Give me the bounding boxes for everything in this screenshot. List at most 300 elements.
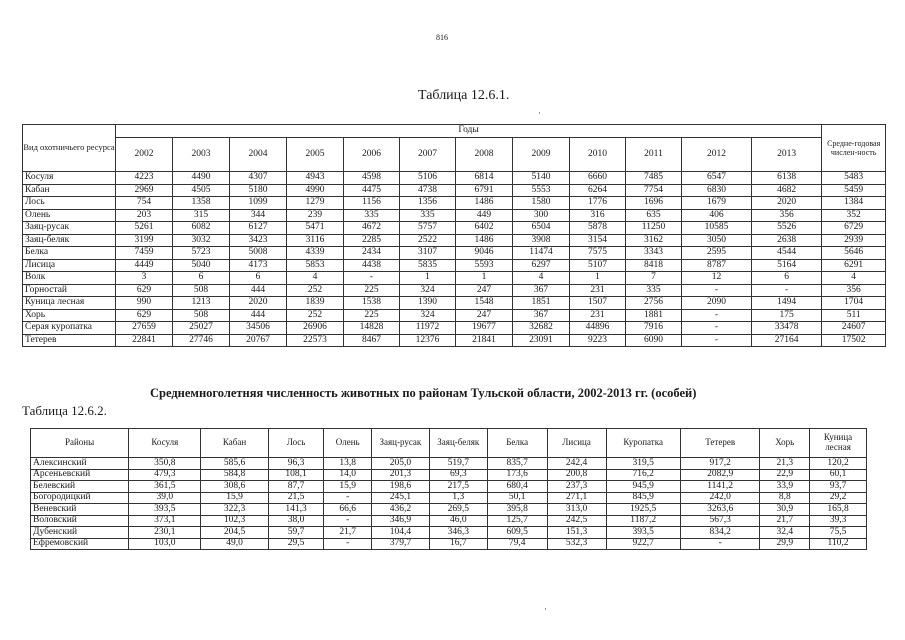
table-cell: 322,3 [201,504,268,516]
table-cell: 1925,5 [606,504,680,516]
table-cell: 26906 [287,322,344,335]
table-cell: 845,9 [606,492,680,504]
row-label: Воловский [31,515,129,527]
table-cell: 151,3 [547,527,606,539]
table-cell: 6291 [822,259,886,272]
table-cell: 4672 [344,222,400,235]
table-cell: 449 [456,209,513,222]
row-label: Белевский [31,481,129,493]
table-row [23,184,886,197]
table-cell: 96,3 [268,458,324,470]
table-cell: - [680,538,760,550]
table-cell: 29,5 [268,538,324,550]
table-cell: 252 [287,284,344,297]
table-cell: 23091 [513,334,570,347]
table-cell: 1704 [822,297,886,310]
table-cell: 252 [287,309,344,322]
table-cell: 2020 [230,297,287,310]
table-cell: 315 [173,209,230,222]
table-cell: 44896 [570,322,626,335]
table-cell: 5106 [400,172,456,185]
row-label: Арсеньевский [31,469,129,481]
table-cell: 945,9 [606,481,680,493]
table-cell: 1881 [626,309,682,322]
column-header: Тетерев [680,429,760,458]
table-cell: 34506 [230,322,287,335]
table-cell: 46,0 [429,515,487,527]
table-cell: 8467 [344,334,400,347]
table-cell: 324 [400,309,456,322]
hunting-resources-table [22,124,886,347]
table-cell: 165,8 [810,504,867,516]
table-cell: 4738 [400,184,456,197]
table-cell: 27164 [752,334,822,347]
table-cell: 1776 [570,197,626,210]
table-cell: 5471 [287,222,344,235]
table-cell: 5164 [752,259,822,272]
table-cell: 6138 [752,172,822,185]
table-cell: 59,7 [268,527,324,539]
table-cell: 300 [513,209,570,222]
column-header: Белка [487,429,547,458]
table-cell: 629 [116,284,173,297]
speck-dot: · [538,108,541,118]
table-cell: - [682,309,752,322]
table-cell: 6402 [456,222,513,235]
table-row [23,297,886,310]
table-row [23,272,886,285]
table-cell: 3343 [626,247,682,260]
table-cell: 1486 [456,197,513,210]
table-cell: 32682 [513,322,570,335]
table-cell: 3154 [570,234,626,247]
table-cell: 247 [456,309,513,322]
table-cell: 393,5 [606,527,680,539]
table-cell: 629 [116,309,173,322]
table-cell: 242,4 [547,458,606,470]
table-cell: 5140 [513,172,570,185]
table-cell: 834,2 [680,527,760,539]
col-header-years: Годы [116,125,822,138]
table-cell: 4 [822,272,886,285]
table-cell: 24607 [822,322,886,335]
table-cell: 6264 [570,184,626,197]
table-cell: 3107 [400,247,456,260]
table-cell: 444 [230,309,287,322]
table-cell: 6297 [513,259,570,272]
table-cell: 395,8 [487,504,547,516]
year-header: 2008 [456,138,513,172]
table-cell: 271,1 [547,492,606,504]
table-cell: 379,7 [371,538,429,550]
table-row [23,259,886,272]
table-cell: 1 [570,272,626,285]
table-cell: 316 [570,209,626,222]
table-cell: 1141,2 [680,481,760,493]
table-cell: 69,3 [429,469,487,481]
table-cell: 4223 [116,172,173,185]
row-label: Лось [23,197,116,210]
table-cell: 3199 [116,234,173,247]
row-label: Лисица [23,259,116,272]
table-cell: 7459 [116,247,173,260]
table-cell: 922,7 [606,538,680,550]
table-row [23,322,886,335]
table-cell: 4505 [173,184,230,197]
table-cell: 104,4 [371,527,429,539]
table-cell: 335 [400,209,456,222]
table-cell: 125,7 [487,515,547,527]
table-cell: 5261 [116,222,173,235]
table1-title: Таблица 12.6.1. [418,88,510,103]
table-cell: 3908 [513,234,570,247]
table-cell: 511 [822,309,886,322]
table-cell: 308,6 [201,481,268,493]
table-cell: 1356 [400,197,456,210]
table-cell: 532,3 [547,538,606,550]
table-cell: 33,9 [760,481,810,493]
row-label: Волк [23,272,116,285]
table-cell: - [682,322,752,335]
table-cell: 6729 [822,222,886,235]
table-cell: 25027 [173,322,230,335]
table-cell: 352 [822,209,886,222]
table-cell: 33478 [752,322,822,335]
table-row [31,527,867,539]
table-cell: 346,3 [429,527,487,539]
table-cell: 367 [513,309,570,322]
table-row [23,209,886,222]
table-cell: 103,0 [129,538,201,550]
table-cell: 20767 [230,334,287,347]
table-cell: 2595 [682,247,752,260]
table-cell: 245,1 [371,492,429,504]
table-cell: 5459 [822,184,886,197]
table-row [31,481,867,493]
table-cell: 335 [344,209,400,222]
table-row [23,234,886,247]
table-cell: 1099 [230,197,287,210]
table-cell: 8418 [626,259,682,272]
table-cell: 567,3 [680,515,760,527]
table-cell: 21,7 [760,515,810,527]
year-header: 2006 [344,138,400,172]
column-header: Кабан [201,429,268,458]
table-cell: 87,7 [268,481,324,493]
table-cell: 3263,6 [680,504,760,516]
table-cell: - [324,538,372,550]
table-cell: 917,2 [680,458,760,470]
table-row [31,469,867,481]
table-cell: 4449 [116,259,173,272]
table-cell: 990 [116,297,173,310]
table-cell: 2522 [400,234,456,247]
table-cell: 1 [400,272,456,285]
table-cell: 7485 [626,172,682,185]
table-cell: 344 [230,209,287,222]
table-cell: 205,0 [371,458,429,470]
table-cell: 1851 [513,297,570,310]
table-cell: 5646 [822,247,886,260]
table-cell: 217,5 [429,481,487,493]
table-cell: 237,3 [547,481,606,493]
table-cell: 335 [626,284,682,297]
table-cell: - [344,272,400,285]
table-cell: 356 [822,284,886,297]
table-cell: 8787 [682,259,752,272]
table-cell: 4490 [173,172,230,185]
table-cell: 12 [682,272,752,285]
row-label: Дубенский [31,527,129,539]
table-cell: 27746 [173,334,230,347]
table-cell: 21,7 [324,527,372,539]
table-cell: 93,7 [810,481,867,493]
column-header: Заяц-русак [371,429,429,458]
table-cell: 11972 [400,322,456,335]
table-cell: 231 [570,284,626,297]
table-cell: 4682 [752,184,822,197]
table-cell: 7916 [626,322,682,335]
table-cell: 4544 [752,247,822,260]
table-cell: 32,4 [760,527,810,539]
table-cell: 1,3 [429,492,487,504]
page-number: 816 [436,33,448,42]
row-label: Богородицкий [31,492,129,504]
year-header: 2010 [570,138,626,172]
table-cell: - [324,492,372,504]
table-cell: 5723 [173,247,230,260]
table-cell: 5180 [230,184,287,197]
table-cell: 49,0 [201,538,268,550]
speck-dot: · [544,604,547,614]
row-label: Белка [23,247,116,260]
year-header: 2005 [287,138,344,172]
table-cell: 269,5 [429,504,487,516]
table-cell: 1839 [287,297,344,310]
year-header: 2007 [400,138,456,172]
table-cell: 4173 [230,259,287,272]
table-cell: 79,4 [487,538,547,550]
table-cell: 4990 [287,184,344,197]
year-header: 2003 [173,138,230,172]
table-cell: 1548 [456,297,513,310]
table-cell: 175 [752,309,822,322]
table-cell: 1187,2 [606,515,680,527]
table-cell: 2969 [116,184,173,197]
table-row [23,284,886,297]
table-cell: 361,5 [129,481,201,493]
table-cell: 29,9 [760,538,810,550]
table-cell: 2756 [626,297,682,310]
table-cell: 508 [173,284,230,297]
table-cell: 1696 [626,197,682,210]
table-cell: 8,8 [760,492,810,504]
table-cell: 3116 [287,234,344,247]
column-header: Заяц-беляк [429,429,487,458]
table-cell: 6 [752,272,822,285]
table-cell: 5835 [400,259,456,272]
table-cell: 203 [116,209,173,222]
table-cell: 38,0 [268,515,324,527]
table-cell: 12376 [400,334,456,347]
table-cell: 225 [344,309,400,322]
table-cell: 609,5 [487,527,547,539]
table-cell: 204,5 [201,527,268,539]
table-cell: 200,8 [547,469,606,481]
table2-heading: Среднемноголетняя численность животных по районам Тульской области, 2002-2013 гг. (особей) [150,386,697,400]
table-cell: 5553 [513,184,570,197]
table-cell: 3423 [230,234,287,247]
table-cell: 4 [513,272,570,285]
row-label: Кабан [23,184,116,197]
table-cell: 60,1 [810,469,867,481]
table-cell: 3162 [626,234,682,247]
table-cell: 21,5 [268,492,324,504]
table-cell: 6660 [570,172,626,185]
table-cell: 1679 [682,197,752,210]
table-cell: 5593 [456,259,513,272]
row-label: Тетерев [23,334,116,347]
table-cell: 66,6 [324,504,372,516]
row-label: Горностай [23,284,116,297]
table-cell: 11250 [626,222,682,235]
table-row [31,492,867,504]
table-cell: 1279 [287,197,344,210]
table-cell: 9046 [456,247,513,260]
year-header: 2011 [626,138,682,172]
table-row [23,334,886,347]
table-cell: 201,3 [371,469,429,481]
table-cell: - [752,284,822,297]
table-cell: 6504 [513,222,570,235]
table-cell: 584,8 [201,469,268,481]
table-cell: 7754 [626,184,682,197]
table-cell: 2020 [752,197,822,210]
table2-label: Таблица 12.6.2. [22,403,107,418]
table-cell: 6791 [456,184,513,197]
table-cell: 16,7 [429,538,487,550]
table-cell: 17502 [822,334,886,347]
table-cell: 346,9 [371,515,429,527]
table-cell: 120,2 [810,458,867,470]
table-cell: 6830 [682,184,752,197]
table-cell: 508 [173,309,230,322]
table-cell: 436,2 [371,504,429,516]
table-cell: 225 [344,284,400,297]
table-cell: 4598 [344,172,400,185]
table-cell: 585,6 [201,458,268,470]
table-row [31,538,867,550]
table-cell: 21,3 [760,458,810,470]
table-cell: 367 [513,284,570,297]
table-cell: 231 [570,309,626,322]
table-cell: 3050 [682,234,752,247]
table-cell: 1384 [822,197,886,210]
table-cell: 11474 [513,247,570,260]
table-cell: 1 [456,272,513,285]
table-cell: - [682,284,752,297]
table-cell: 1213 [173,297,230,310]
table-cell: 27659 [116,322,173,335]
table-cell: 5008 [230,247,287,260]
table-cell: 1156 [344,197,400,210]
table-cell: 6814 [456,172,513,185]
table-cell: 2939 [822,234,886,247]
table-cell: 39,0 [129,492,201,504]
row-label: Заяц-беляк [23,234,116,247]
table-cell: 230,1 [129,527,201,539]
table-cell: 3 [116,272,173,285]
table-cell: 198,6 [371,481,429,493]
table-cell: 13,8 [324,458,372,470]
table-cell: 835,7 [487,458,547,470]
table-row [23,309,886,322]
col-header-average: Средне-годовая числен-ность [822,125,886,172]
table-cell: 5483 [822,172,886,185]
table-cell: 6082 [173,222,230,235]
table-cell: 3032 [173,234,230,247]
table-cell: 239 [287,209,344,222]
table-cell: 22573 [287,334,344,347]
table-cell: 356 [752,209,822,222]
table-cell: 5040 [173,259,230,272]
table-cell: 9223 [570,334,626,347]
table-cell: - [324,515,372,527]
year-header: 2013 [752,138,822,172]
table-cell: 247 [456,284,513,297]
table-cell: 1494 [752,297,822,310]
table-cell: 102,3 [201,515,268,527]
column-header: Районы [31,429,129,458]
column-header: Куница лесная [810,429,867,458]
table-cell: 242,0 [680,492,760,504]
table-cell: 1507 [570,297,626,310]
table-cell: 7 [626,272,682,285]
table-cell: 30,9 [760,504,810,516]
table-cell: 6 [230,272,287,285]
table-row [31,515,867,527]
table-cell: 4475 [344,184,400,197]
row-label: Ефремовский [31,538,129,550]
table-cell: 6127 [230,222,287,235]
table-cell: 6 [173,272,230,285]
table-cell: 5526 [752,222,822,235]
table-cell: 754 [116,197,173,210]
table-row [23,247,886,260]
row-label: Хорь [23,309,116,322]
table-cell: 6090 [626,334,682,347]
col-header-resource: Вид охотничьего ресурса [23,125,116,172]
table-cell: 519,7 [429,458,487,470]
column-header: Косуля [129,429,201,458]
row-label: Веневский [31,504,129,516]
column-header: Олень [324,429,372,458]
table-cell: 4307 [230,172,287,185]
column-header: Хорь [760,429,810,458]
table-cell: 1538 [344,297,400,310]
table-cell: 2090 [682,297,752,310]
table-cell: 22841 [116,334,173,347]
row-label: Серая куропатка [23,322,116,335]
year-header: 2002 [116,138,173,172]
table-cell: 444 [230,284,287,297]
table-cell: 75,5 [810,527,867,539]
table-cell: 7575 [570,247,626,260]
table-cell: 393,5 [129,504,201,516]
table-row [23,172,886,185]
table-cell: 5878 [570,222,626,235]
table-cell: 324 [400,284,456,297]
